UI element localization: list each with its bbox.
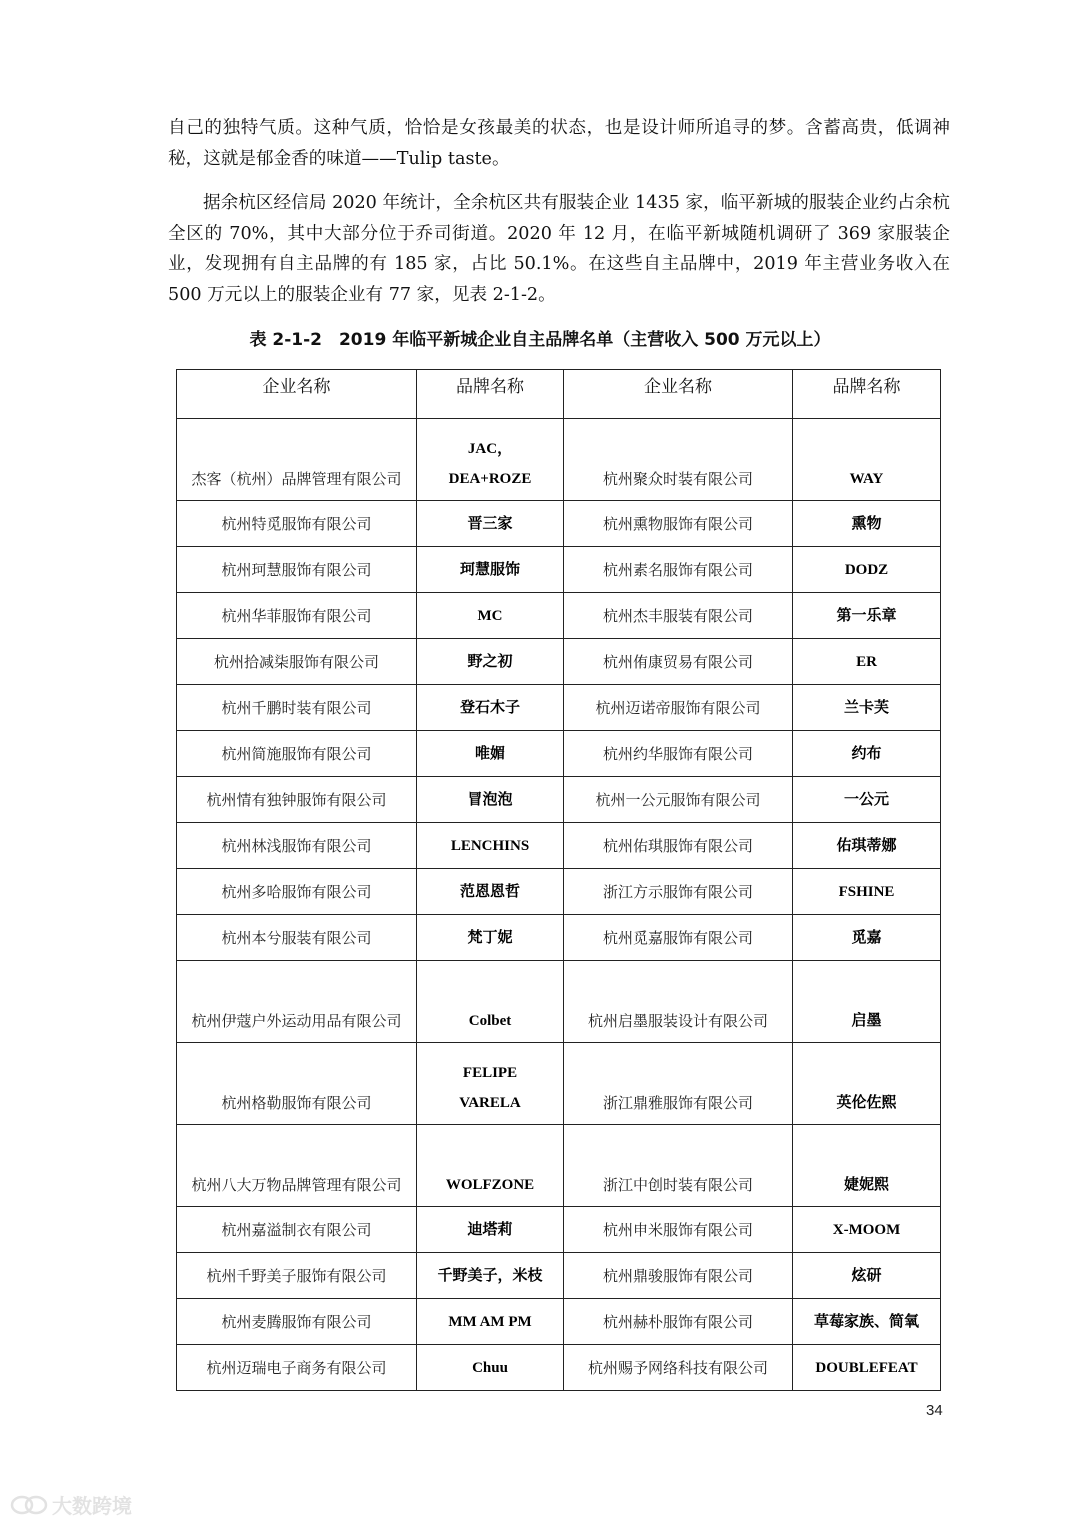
brand-cell: 唯媚 (417, 731, 564, 777)
company-cell: 杭州迈诺帝服饰有限公司 (564, 685, 793, 731)
company-cell: 浙江中创时装有限公司 (564, 1125, 793, 1207)
brand-cell: 启墨 (793, 961, 941, 1043)
brand-cell: 野之初 (417, 639, 564, 685)
company-cell: 杭州杰丰服装有限公司 (564, 593, 793, 639)
company-cell: 杭州嘉溢制衣有限公司 (177, 1207, 417, 1253)
company-cell: 杭州赐予网络科技有限公司 (564, 1345, 793, 1391)
brand-cell: 范恩恩哲 (417, 869, 564, 915)
table-row (177, 547, 941, 593)
company-cell: 杭州千鹏时装有限公司 (177, 685, 417, 731)
company-cell: 杭州林浅服饰有限公司 (177, 823, 417, 869)
brand-cell: 觅嘉 (793, 915, 941, 961)
brand-cell: WAY (793, 419, 941, 501)
brand-cell: MM AM PM (417, 1299, 564, 1345)
header-company-2: 企业名称 (564, 370, 793, 419)
table-row (177, 1043, 941, 1125)
company-cell: 杭州格勒服饰有限公司 (177, 1043, 417, 1125)
company-cell: 杭州麦腾服饰有限公司 (177, 1299, 417, 1345)
brand-cell: DOUBLEFEAT (793, 1345, 941, 1391)
company-cell: 杭州迈瑞电子商务有限公司 (177, 1345, 417, 1391)
company-cell: 杭州约华服饰有限公司 (564, 731, 793, 777)
company-cell: 杭州启墨服装设计有限公司 (564, 961, 793, 1043)
company-cell: 杭州拾减柒服饰有限公司 (177, 639, 417, 685)
table-row (177, 961, 941, 1043)
company-cell: 杭州简施服饰有限公司 (177, 731, 417, 777)
company-cell: 杭州一公元服饰有限公司 (564, 777, 793, 823)
brand-cell: 约布 (793, 731, 941, 777)
company-cell: 杭州八大万物品牌管理有限公司 (177, 1125, 417, 1207)
table-row (177, 419, 941, 501)
brand-cell: 英伦佐熙 (793, 1043, 941, 1125)
table-row (177, 1299, 941, 1345)
table-row (177, 869, 941, 915)
brand-cell: FELIPE VARELA (417, 1043, 564, 1125)
brand-cell: WOLFZONE (417, 1125, 564, 1207)
table-row (177, 731, 941, 777)
company-cell: 杭州觅嘉服饰有限公司 (564, 915, 793, 961)
brand-cell: ER (793, 639, 941, 685)
brand-cell: 梵丁妮 (417, 915, 564, 961)
company-cell: 杭州鼎骏服饰有限公司 (564, 1253, 793, 1299)
brand-cell: X-MOOM (793, 1207, 941, 1253)
company-cell: 杭州聚众时装有限公司 (564, 419, 793, 501)
brand-cell: 晋三家 (417, 501, 564, 547)
company-cell: 浙江鼎雅服饰有限公司 (564, 1043, 793, 1125)
company-cell: 杭州佑琪服饰有限公司 (564, 823, 793, 869)
table-row (177, 639, 941, 685)
company-cell: 杭州华菲服饰有限公司 (177, 593, 417, 639)
table-row (177, 915, 941, 961)
company-cell: 杭州多哈服饰有限公司 (177, 869, 417, 915)
company-cell: 杭州素名服饰有限公司 (564, 547, 793, 593)
company-cell: 杭州情有独钟服饰有限公司 (177, 777, 417, 823)
company-cell: 杭州申米服饰有限公司 (564, 1207, 793, 1253)
brand-cell: MC (417, 593, 564, 639)
company-cell: 杭州熏物服饰有限公司 (564, 501, 793, 547)
brand-cell: FSHINE (793, 869, 941, 915)
company-cell: 浙江方示服饰有限公司 (564, 869, 793, 915)
brand-cell: 炫研 (793, 1253, 941, 1299)
table-row (177, 777, 941, 823)
company-cell: 杭州赫朴服饰有限公司 (564, 1299, 793, 1345)
company-cell: 杭州千野美子服饰有限公司 (177, 1253, 417, 1299)
brand-cell: LENCHINS (417, 823, 564, 869)
table-caption: 表 2-1-2 2019 年临平新城企业自主品牌名单（主营收入 500 万元以上） (249, 330, 831, 350)
table-row (177, 1207, 941, 1253)
brand-cell: Chuu (417, 1345, 564, 1391)
brand-cell: 草莓家族、简氧 (793, 1299, 941, 1345)
brand-cell: 珂慧服饰 (417, 547, 564, 593)
brand-cell: 佑琪蒂娜 (793, 823, 941, 869)
brand-cell: 迪塔莉 (417, 1207, 564, 1253)
brand-cell: JAC， DEA+ROZE (417, 419, 564, 501)
brand-cell: 第一乐章 (793, 593, 941, 639)
brand-cell: Colbet (417, 961, 564, 1043)
brand-cell: 登石木子 (417, 685, 564, 731)
company-cell: 杭州侑康贸易有限公司 (564, 639, 793, 685)
table-row (177, 685, 941, 731)
header-brand-2: 品牌名称 (793, 370, 941, 419)
brand-cell: 冒泡泡 (417, 777, 564, 823)
brand-cell: 婕妮熙 (793, 1125, 941, 1207)
header-brand-1: 品牌名称 (417, 370, 564, 419)
company-cell: 杭州伊蔻户外运动用品有限公司 (177, 961, 417, 1043)
table-row (177, 1125, 941, 1207)
brand-cell: 熏物 (793, 501, 941, 547)
table-row (177, 1253, 941, 1299)
company-cell: 杰客（杭州）品牌管理有限公司 (177, 419, 417, 501)
watermark-logo-icon (10, 1495, 48, 1515)
paragraph-2: 据余杭区经信局 2020 年统计，全余杭区共有服装企业 1435 家，临平新城的服装企业约占余杭全区的 70%，其中大部分位于乔司街道。2020 年 12 月，在临平新城随机调研了 369 家服装企业，发现拥有自主品牌的有 185 家，占比 50.1%。在这些自主品牌中，2019 年主营业务收入在 500 万元以上的服装企业有 77 家，见表 2-1-2。 (168, 193, 950, 305)
table-body (177, 419, 941, 1391)
company-cell: 杭州本兮服装有限公司 (177, 915, 417, 961)
watermark (10, 1490, 132, 1519)
brand-table (176, 369, 941, 1391)
header-company-1: 企业名称 (177, 370, 417, 419)
watermark-text: 大数跨境 (52, 1494, 132, 1518)
table-row (177, 501, 941, 547)
brand-cell: DODZ (793, 547, 941, 593)
page-number: 34 (926, 1402, 943, 1419)
paragraph-1: 自己的独特气质。这种气质，恰恰是女孩最美的状态，也是设计师所追寻的梦。含蓄高贵，低调神秘，这就是郁金香的味道——Tulip taste。 (168, 118, 950, 169)
table-row (177, 823, 941, 869)
table-row (177, 1345, 941, 1391)
table-header-row (177, 370, 941, 419)
company-cell: 杭州珂慧服饰有限公司 (177, 547, 417, 593)
table-row (177, 593, 941, 639)
brand-cell: 千野美子，米枝 (417, 1253, 564, 1299)
brand-cell: 一公元 (793, 777, 941, 823)
brand-cell: 兰卡芙 (793, 685, 941, 731)
company-cell: 杭州特觅服饰有限公司 (177, 501, 417, 547)
